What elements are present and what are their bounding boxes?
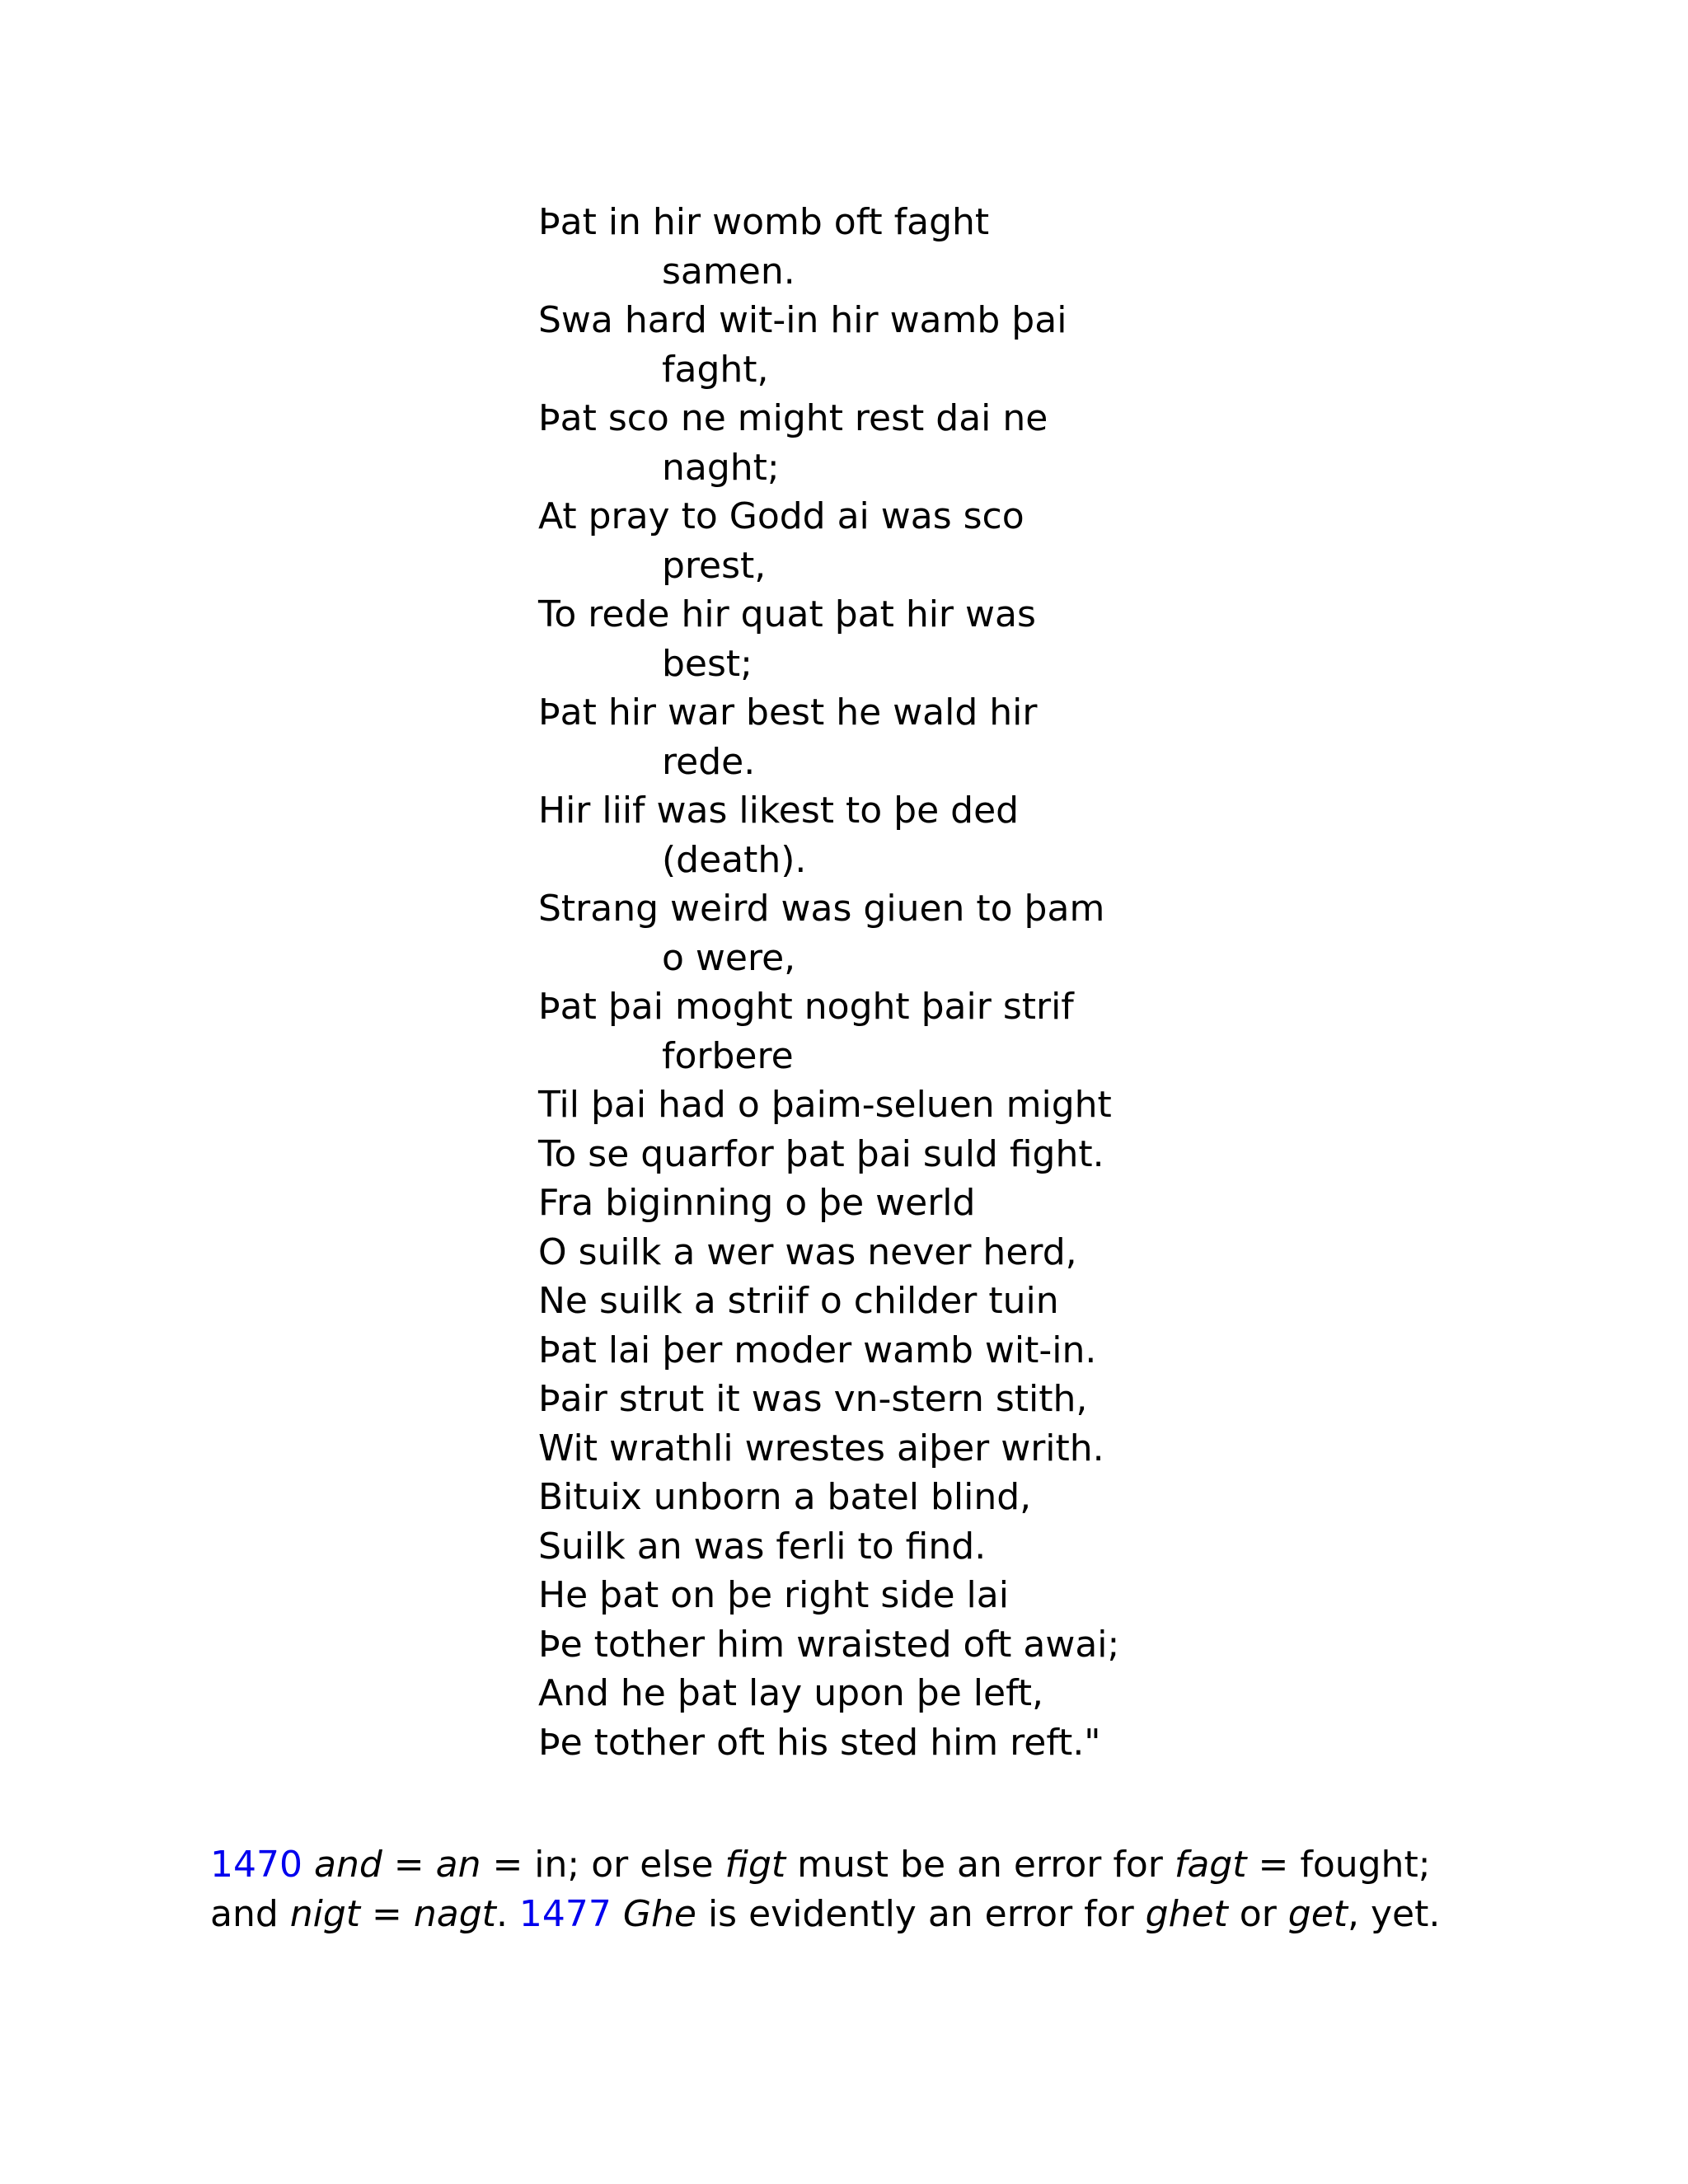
line-reference-link[interactable]: 1470 (210, 1844, 302, 1886)
italic-term: figt (724, 1844, 786, 1886)
italic-term: get (1287, 1893, 1348, 1935)
footnote-line-2 (210, 1890, 1595, 1939)
poem-line: At pray to Godd ai was sco (538, 495, 1025, 537)
note-text: = (360, 1893, 414, 1935)
poem-line: Þat sco ne might rest dai ne (538, 397, 1048, 439)
note-text: = in; or else (481, 1844, 725, 1886)
footnotes (210, 1840, 1595, 1939)
poem-line: Ne suilk a striif o childer tuin (538, 1280, 1059, 1322)
poem-line-continuation: samen. (662, 250, 795, 293)
italic-term: an (435, 1844, 481, 1886)
italic-term: Ghe (622, 1893, 696, 1935)
italic-term: and (313, 1844, 382, 1886)
italic-term: nigt (289, 1893, 361, 1935)
poem-line: To se quarfor þat þai suld fight. (538, 1132, 1104, 1175)
poem-line: Þair strut it was vn-stern stith, (538, 1378, 1088, 1420)
poem-line: Þat þai moght noght þair strif (538, 986, 1074, 1028)
poem-line-continuation: naght; (662, 446, 780, 489)
poem-line-continuation: o were, (662, 936, 796, 979)
poem-line-continuation: faght, (662, 348, 769, 391)
poem-line: Til þai had o þaim-seluen might (538, 1084, 1112, 1126)
note-text: and (210, 1893, 290, 1935)
poem-line-continuation: best; (662, 642, 753, 685)
line-reference-link[interactable]: 1477 (518, 1893, 612, 1935)
footnote-line-1 (210, 1840, 1595, 1890)
poem-line-continuation: (death). (662, 838, 807, 881)
note-text: . (495, 1893, 519, 1935)
poem-line: O suilk a wer was never herd, (538, 1230, 1077, 1273)
poem-line: Bituix unborn a batel blind, (538, 1476, 1032, 1518)
poem-line: Wit wrathli wrestes aiþer writh. (538, 1427, 1104, 1469)
poem-line: Þat in hir womb oft faght (538, 201, 990, 243)
poem-line: And he þat lay upon þe left, (538, 1672, 1044, 1714)
poem-line: Þe tother oft his sted him reft." (538, 1721, 1101, 1764)
italic-term: nagt (413, 1893, 496, 1935)
poem-line: Hir liif was likest to þe ded (538, 790, 1020, 832)
poem-line-continuation: rede. (662, 740, 756, 783)
poem-line: Fra biginning o þe werld (538, 1182, 976, 1224)
poem-line-continuation: prest, (662, 544, 767, 587)
italic-term: fagt (1174, 1844, 1247, 1886)
note-text: = fought; (1246, 1844, 1431, 1886)
note-text: = (382, 1844, 436, 1886)
poem-line: To rede hir quat þat hir was (538, 593, 1036, 635)
note-text (302, 1844, 314, 1886)
poem-line-continuation: forbere (662, 1034, 794, 1077)
poem-line: Suilk an was ferli to find. (538, 1525, 987, 1568)
poem-line: He þat on þe right side lai (538, 1574, 1009, 1616)
note-text: is evidently an error for (696, 1893, 1146, 1935)
note-text: must be an error for (785, 1844, 1175, 1886)
poem-line: Strang weird was giuen to þam (538, 888, 1105, 930)
poem-line: Þat lai þer moder wamb wit-in. (538, 1329, 1097, 1371)
italic-term: ghet (1145, 1893, 1228, 1935)
poem-line: Swa hard wit-in hir wamb þai (538, 299, 1067, 341)
note-text: , yet. (1348, 1893, 1441, 1935)
note-text: or (1227, 1893, 1288, 1935)
note-text (612, 1893, 623, 1935)
poem-line: Þe tother him wraisted oft awai; (538, 1623, 1120, 1666)
poem-line: Þat hir war best he wald hir (538, 691, 1038, 733)
poem-block (538, 198, 1445, 1767)
